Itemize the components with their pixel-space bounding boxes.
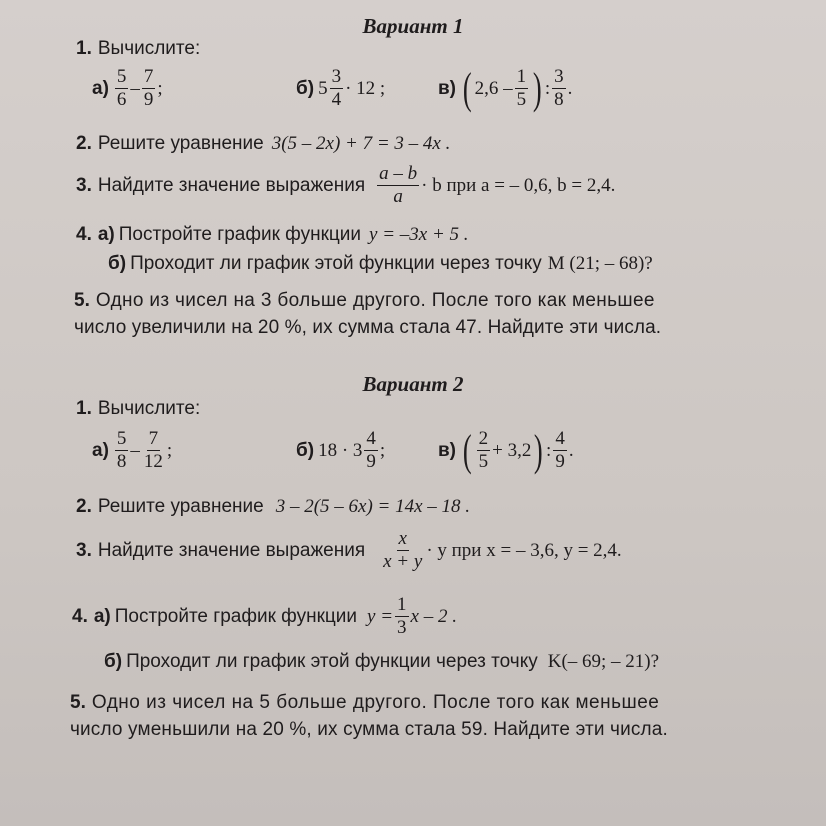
operator: –	[130, 77, 140, 99]
numerator: x	[398, 528, 407, 549]
item-label: б)	[296, 439, 315, 461]
expression-rest: · b при a = – 0,6, b = 2,4.	[421, 174, 616, 196]
function-rhs: x – 2 .	[410, 605, 457, 627]
item-label: б)	[296, 77, 315, 99]
task-text-line1: Одно из чисел на 3 больше другого. После того как меньшее	[95, 290, 655, 311]
left-paren: (	[462, 63, 472, 113]
task-number: 2.	[76, 133, 92, 154]
v1-task5-line2	[74, 317, 661, 339]
v2-task5-line2	[70, 719, 668, 741]
fraction	[115, 66, 129, 111]
punctuation: .	[568, 439, 574, 461]
task-number: 2.	[76, 496, 92, 517]
v1-task1-b	[296, 66, 385, 111]
task-number: 3.	[76, 539, 92, 561]
task-text: Проходит ли график этой функции через точку	[126, 651, 538, 672]
v2-task1-b	[296, 428, 385, 473]
v1-task1-c	[438, 63, 573, 113]
fraction	[115, 428, 129, 473]
task-number: 3.	[76, 174, 92, 196]
expression-rest: · y при x = – 3,6, y = 2,4.	[426, 539, 622, 561]
punctuation: ;	[166, 439, 173, 461]
task-text-line2: число уменьшили на 20 %, их сумма стала 59. Найдите эти числа.	[70, 719, 668, 740]
numerator: 7	[143, 66, 154, 87]
item-label: а)	[92, 77, 109, 99]
task-text: Постройте график функции	[114, 605, 358, 627]
task-text: Решите уравнение	[97, 496, 264, 517]
v1-task4-b	[108, 253, 653, 275]
punctuation: ;	[379, 439, 386, 461]
denominator: 5	[516, 89, 527, 110]
fraction	[377, 163, 419, 208]
v2-task1-a	[92, 428, 172, 473]
numerator: 5	[116, 66, 127, 87]
variant2-title: Вариант 2	[362, 372, 464, 396]
punctuation: .	[567, 77, 573, 99]
denominator: 9	[366, 451, 376, 472]
v1-task5-line1	[74, 290, 655, 312]
task-text: Найдите значение выражения	[97, 539, 366, 561]
numerator: 1	[397, 594, 407, 615]
variant1-title: Вариант 1	[362, 14, 464, 38]
denominator: 8	[116, 451, 127, 472]
task-text: Решите уравнение	[97, 133, 264, 154]
operator: :	[544, 77, 551, 99]
item-label: б)	[108, 253, 127, 274]
task-number: 5.	[70, 692, 86, 713]
expression-part: 18 · 3	[318, 439, 363, 461]
numerator: 5	[116, 428, 127, 449]
numerator: 3	[331, 66, 342, 87]
item-label: в)	[438, 77, 457, 99]
item-label: а)	[93, 605, 111, 627]
denominator: 12	[143, 451, 163, 472]
right-paren: )	[534, 425, 544, 475]
expression-rest: · 12 ;	[345, 77, 386, 99]
denominator: a	[393, 186, 403, 207]
fraction	[515, 66, 529, 111]
denominator: 9	[555, 451, 565, 472]
task-number: 4.	[76, 224, 92, 245]
task-number: 5.	[74, 290, 90, 311]
denominator: 8	[554, 89, 564, 110]
point: K(– 69; – 21)?	[547, 651, 660, 672]
fraction	[142, 66, 156, 111]
item-label: в)	[438, 439, 457, 461]
equation: 3 – 2(5 – 6x) = 14x – 18 .	[275, 496, 471, 517]
v1-task2	[76, 133, 450, 155]
v1-task1-a	[92, 66, 163, 111]
denominator: 5	[478, 451, 489, 472]
denominator: 3	[397, 617, 407, 638]
operator: :	[546, 439, 552, 461]
task-number: 1.	[76, 38, 92, 59]
whole-part: 5	[318, 77, 328, 99]
right-paren: )	[533, 63, 542, 113]
numerator: 3	[554, 66, 564, 87]
point: M (21; – 68)?	[547, 253, 653, 274]
fraction	[553, 428, 567, 473]
expression-part: 2,6 –	[474, 77, 513, 99]
denominator: x + y	[383, 551, 423, 572]
fraction	[142, 428, 165, 473]
task-text: Постройте график функции	[118, 224, 362, 245]
task-text-line2: число увеличили на 20 %, их сумма стала 47. Найдите эти числа.	[74, 317, 662, 338]
v2-task4-b	[104, 651, 659, 673]
numerator: 2	[478, 428, 489, 449]
v2-task5-line1	[70, 692, 659, 714]
numerator: a – b	[379, 163, 418, 184]
fraction	[395, 594, 409, 639]
fraction	[552, 66, 566, 111]
v1-task3	[76, 163, 615, 208]
fraction	[381, 528, 424, 573]
numerator: 4	[366, 428, 376, 449]
left-paren: (	[462, 425, 472, 475]
task-text: Найдите значение выражения	[97, 174, 366, 196]
punctuation: ;	[157, 77, 163, 99]
task-number: 4.	[72, 605, 88, 627]
denominator: 9	[143, 89, 154, 110]
task-text: Вычислите:	[97, 38, 201, 59]
v2-task1-heading	[76, 398, 200, 420]
v1-task4-a	[76, 224, 469, 246]
fraction	[477, 428, 491, 473]
numerator: 1	[516, 66, 527, 87]
v2-task4-a	[72, 594, 457, 639]
item-label: а)	[92, 439, 109, 461]
denominator: 4	[331, 89, 342, 110]
operator: –	[130, 439, 140, 461]
item-label: а)	[97, 224, 115, 245]
expression-part: + 3,2	[492, 439, 532, 461]
task-number: 1.	[76, 398, 92, 419]
function-lhs: y =	[367, 605, 394, 627]
denominator: 6	[116, 89, 127, 110]
task-text: Проходит ли график этой функции через точку	[130, 253, 542, 274]
v1-task1-heading	[76, 38, 200, 60]
v2-task1-c	[438, 425, 574, 475]
task-text-line1: Одно из чисел на 5 больше другого. После того как меньшее	[91, 692, 660, 713]
task-text: Вычислите:	[97, 398, 201, 419]
numerator: 4	[555, 428, 565, 449]
function-expression: y = –3x + 5 .	[369, 224, 469, 245]
v2-task3	[76, 528, 622, 573]
numerator: 7	[148, 428, 159, 449]
v2-task2	[76, 496, 470, 518]
fraction	[364, 428, 378, 473]
item-label: б)	[104, 651, 123, 672]
fraction	[330, 66, 344, 111]
equation: 3(5 – 2x) + 7 = 3 – 4x .	[271, 133, 451, 154]
